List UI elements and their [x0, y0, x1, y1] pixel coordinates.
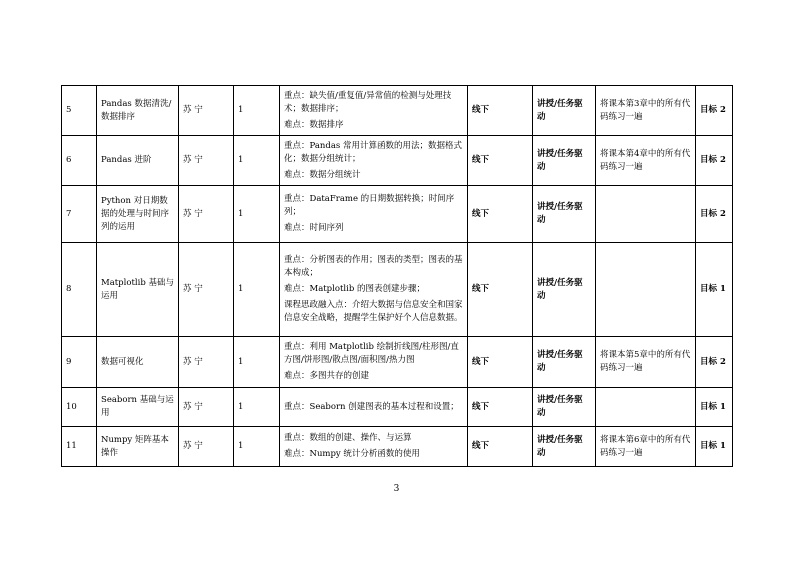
hours-cell: 1 — [234, 388, 280, 427]
method-cell: 讲授/任务驱动 — [533, 243, 596, 337]
topic-cell: Python 对日期数据的处理与时间序列的运用 — [97, 186, 179, 243]
topic-cell: 数据可视化 — [97, 337, 179, 388]
goal-cell: 目标 1 — [696, 388, 733, 427]
key-point: 重点：利用 Matplotlib 绘制折线图/柱形图/直方图/饼形图/散点图/面积图/热力图 — [284, 342, 459, 365]
topic-cell: Pandas 数据清洗/数据排序 — [97, 86, 179, 136]
row-number: 7 — [62, 186, 97, 243]
difficult-point: 难点：多图共存的创建 — [284, 371, 370, 381]
table-row — [62, 337, 733, 388]
row-number: 11 — [62, 427, 97, 467]
table-row — [62, 427, 733, 467]
method-cell: 讲授/任务驱动 — [533, 86, 596, 136]
key-point: 重点：Seaborn 创建图表的基本过程和设置； — [284, 401, 459, 412]
homework-cell — [596, 186, 696, 243]
goal-cell: 目标 2 — [696, 86, 733, 136]
teacher-cell: 苏 宁 — [179, 337, 234, 388]
hours-cell: 1 — [234, 243, 280, 337]
topic-cell: Numpy 矩阵基本操作 — [97, 427, 179, 467]
teacher-cell: 苏 宁 — [179, 136, 234, 186]
topic-cell: Pandas 进阶 — [97, 136, 179, 186]
homework-cell: 将课本第6章中的所有代码练习一遍 — [596, 427, 696, 467]
goal-cell: 目标 1 — [696, 427, 733, 467]
goal-cell: 目标 2 — [696, 337, 733, 388]
row-number: 9 — [62, 337, 97, 388]
method-cell: 讲授/任务驱动 — [533, 427, 596, 467]
homework-cell: 将课本第3章中的所有代码练习一遍 — [596, 86, 696, 136]
mode-cell: 线下 — [468, 86, 533, 136]
hours-cell: 1 — [234, 427, 280, 467]
hours-cell: 1 — [234, 337, 280, 388]
key-points-cell — [280, 186, 468, 243]
method-cell: 讲授/任务驱动 — [533, 337, 596, 388]
method-cell: 讲授/任务驱动 — [533, 186, 596, 243]
difficult-point: 难点：时间序列 — [284, 223, 344, 233]
key-points-cell — [280, 427, 468, 467]
topic-cell: Seaborn 基础与运用 — [97, 388, 179, 427]
table-row — [62, 243, 733, 337]
mode-cell: 线下 — [468, 337, 533, 388]
course-schedule-table — [61, 85, 733, 467]
teacher-cell: 苏 宁 — [179, 243, 234, 337]
key-point: 重点：缺失值/重复值/异常值的检测与处理技术；数据排序； — [284, 90, 452, 114]
key-point: 重点：分析图表的作用；图表的类型；图表的基本构成； — [284, 255, 463, 278]
homework-cell — [596, 388, 696, 427]
hours-cell: 1 — [234, 186, 280, 243]
difficult-point: 难点：数据排序 — [284, 119, 344, 130]
key-point: 重点：DataFrame 的日期数据转换；时间序列； — [284, 194, 455, 217]
table-row — [62, 186, 733, 243]
key-points-cell — [280, 136, 468, 186]
table-body — [62, 86, 733, 467]
mode-cell: 线下 — [468, 427, 533, 467]
mode-cell: 线下 — [468, 136, 533, 186]
mode-cell: 线下 — [468, 388, 533, 427]
row-number: 8 — [62, 243, 97, 337]
goal-cell: 目标 2 — [696, 186, 733, 243]
key-points-cell — [280, 243, 468, 337]
method-cell: 讲授/任务驱动 — [533, 136, 596, 186]
difficult-point: 难点：Matplotlib 的图表创建步骤； — [284, 284, 425, 294]
goal-cell: 目标 1 — [696, 243, 733, 337]
topic-cell: Matplotlib 基础与运用 — [97, 243, 179, 337]
teacher-cell: 苏 宁 — [179, 186, 234, 243]
key-point: 重点：Pandas 常用计算函数的用法；数据格式化；数据分组统计； — [284, 140, 462, 164]
teacher-cell: 苏 宁 — [179, 388, 234, 427]
hours-cell: 1 — [234, 136, 280, 186]
key-points-cell — [280, 86, 468, 136]
table-row — [62, 136, 733, 186]
teacher-cell: 苏 宁 — [179, 86, 234, 136]
row-number: 6 — [62, 136, 97, 186]
key-point: 重点：数组的创建、操作、与运算 — [284, 433, 412, 443]
method-cell: 讲授/任务驱动 — [533, 388, 596, 427]
table-row — [62, 388, 733, 427]
page-number: 3 — [393, 484, 400, 494]
ideology-point: 课程思政融入点：介绍大数据与信息安全和国家信息安全战略，提醒学生保护好个人信息数据。 — [284, 300, 463, 323]
table-row — [62, 86, 733, 136]
homework-cell: 将课本第4章中的所有代码练习一遍 — [596, 136, 696, 186]
row-number: 5 — [62, 86, 97, 136]
key-points-cell — [280, 388, 468, 427]
teacher-cell: 苏 宁 — [179, 427, 234, 467]
key-points-cell — [280, 337, 468, 388]
hours-cell: 1 — [234, 86, 280, 136]
difficult-point: 难点：Numpy 统计分析函数的使用 — [284, 449, 420, 459]
homework-cell — [596, 243, 696, 337]
goal-cell: 目标 2 — [696, 136, 733, 186]
difficult-point: 难点：数据分组统计 — [284, 169, 361, 180]
homework-cell: 将课本第5章中的所有代码练习一遍 — [596, 337, 696, 388]
mode-cell: 线下 — [468, 186, 533, 243]
row-number: 10 — [62, 388, 97, 427]
mode-cell: 线下 — [468, 243, 533, 337]
